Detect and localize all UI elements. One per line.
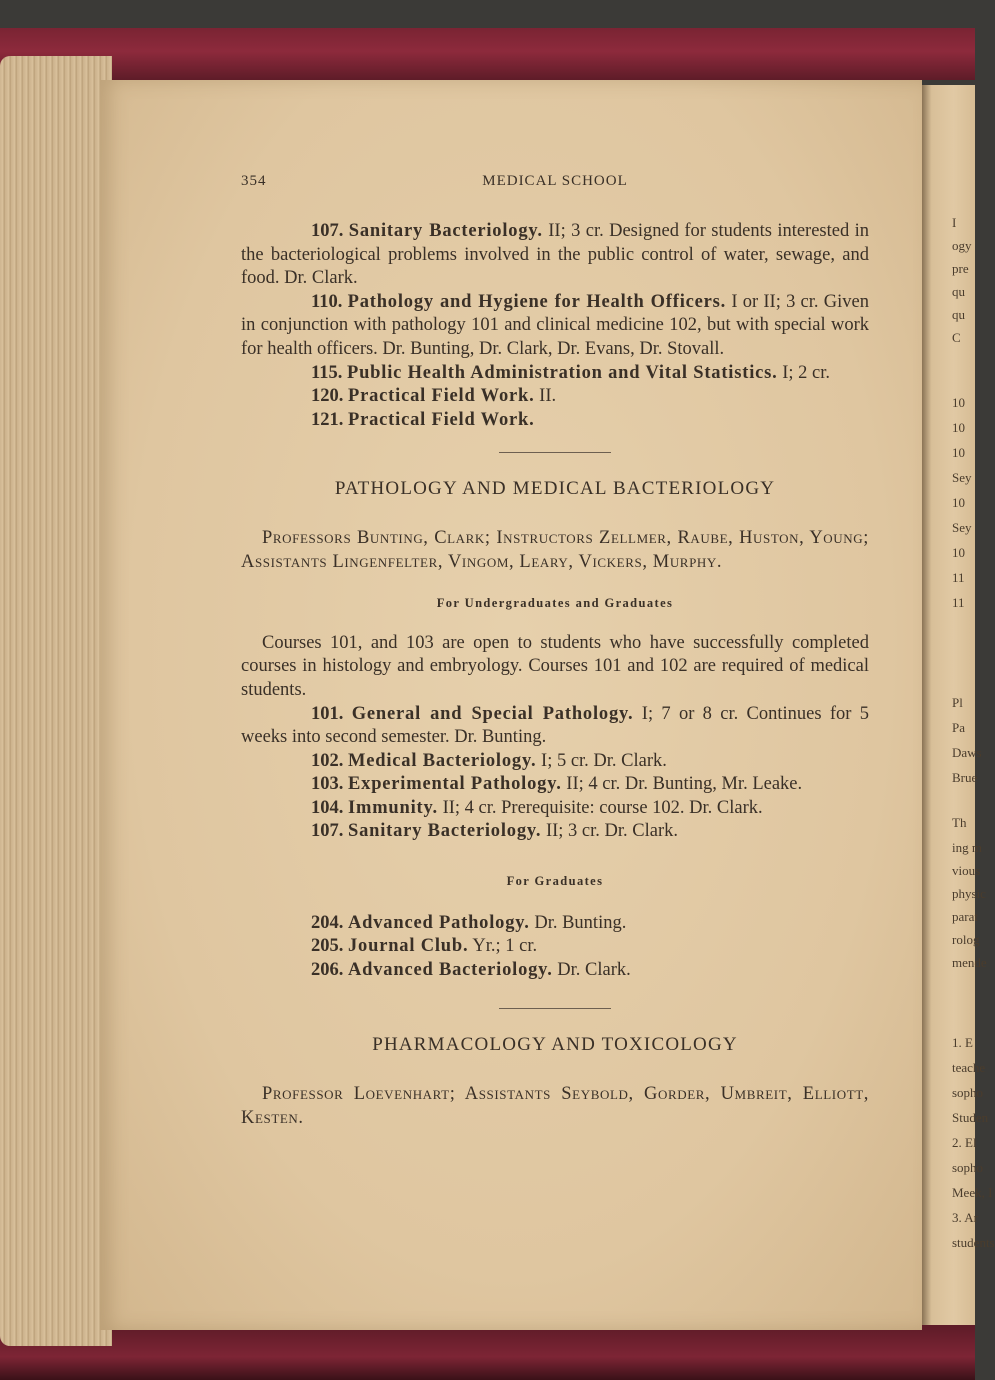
course-number: 104. xyxy=(311,797,344,818)
facing-fragment: Meek, I xyxy=(952,1185,993,1200)
pharmacology-staff: Professor Loevenhart; Assistants Seybold, Gorder, Umbreit, Elliott, Kesten. xyxy=(241,1084,869,1128)
course-entry xyxy=(241,797,869,821)
course-description: II; 4 cr. Dr. Bunting, Mr. Leake. xyxy=(566,774,803,795)
facing-fragment: Pl xyxy=(952,695,963,710)
course-number: 121. xyxy=(311,409,344,430)
course-number: 115. xyxy=(311,362,343,383)
facing-fragment: C xyxy=(952,330,961,345)
pathology-staff: Professors Bunting, Clark; Instructors Zellmer, Raube, Huston, Young; Assistants Lingenfelter, Vingom, Leary, Vickers, Murphy. xyxy=(241,527,869,572)
course-entry xyxy=(241,291,869,362)
facing-fragment: vious xyxy=(952,863,981,878)
facing-fragment: 10 xyxy=(952,445,965,460)
facing-fragment: mende xyxy=(952,955,987,970)
facing-fragment: qu xyxy=(952,307,965,322)
course-entry xyxy=(241,409,869,433)
running-head xyxy=(241,170,869,194)
pathology-intro: Courses 101, and 103 are open to students who have successfully completed courses in histology and embryology. Courses 101 and 102 are required of medical students. xyxy=(241,632,869,700)
facing-fragment: teache xyxy=(952,1060,986,1075)
page-number: 354 xyxy=(241,173,267,189)
facing-fragment: Studen xyxy=(952,1110,989,1125)
course-title: Medical Bacteriology. xyxy=(348,750,537,771)
course-description: I; 5 cr. Dr. Clark. xyxy=(541,750,667,771)
facing-fragment: 3. Ar xyxy=(952,1210,978,1225)
section-title-pharmacology: PHARMACOLOGY AND TOXICOLOGY xyxy=(372,1034,738,1056)
course-description: II; 4 cr. Prerequisite: course 102. Dr. Clark. xyxy=(442,797,763,818)
course-description: I; 2 cr. xyxy=(782,362,830,383)
facing-fragment: rolog xyxy=(952,932,980,947)
facing-fragment: 10 xyxy=(952,420,965,435)
course-title: Pathology and Hygiene for Health Officers. xyxy=(347,291,727,312)
course-title: Practical Field Work. xyxy=(348,409,535,430)
subheading-undergraduates: For Undergraduates and Graduates xyxy=(436,596,674,611)
course-entry xyxy=(241,959,869,983)
facing-fragment: sopho xyxy=(952,1085,984,1100)
book-cover-top xyxy=(0,28,975,80)
course-number: 102. xyxy=(311,750,344,771)
course-number: 101. xyxy=(311,703,344,724)
course-title: Advanced Pathology. xyxy=(348,912,530,933)
course-description: Yr.; 1 cr. xyxy=(472,936,538,957)
page-content xyxy=(241,170,869,1130)
book-cover-bottom xyxy=(0,1322,975,1380)
course-title: Practical Field Work. xyxy=(348,386,535,407)
course-entry xyxy=(241,773,869,797)
course-description: Dr. Bunting. xyxy=(534,912,627,933)
facing-fragment: pre xyxy=(952,261,969,276)
section-divider xyxy=(499,452,611,453)
course-entry xyxy=(241,703,869,750)
course-title: Immunity. xyxy=(348,797,438,818)
course-number: 206. xyxy=(311,959,344,980)
course-entry xyxy=(241,750,869,774)
facing-fragment: parat xyxy=(952,909,978,924)
page-edges xyxy=(0,56,112,1346)
course-number: 107. xyxy=(311,221,344,241)
course-number: 103. xyxy=(311,774,344,795)
course-description: I or II; 3 cr. Given in conjunction with pathology 101 and clinical medicine 102, but with special work for health officers. Dr. Bunting, Dr. Clark, Dr. Evans, Dr. Stovall. xyxy=(241,291,869,359)
course-description: II; 3 cr. Designed for students interested in the bacteriological problems involved in the public control of water, sewage, and food. Dr. Clark. xyxy=(241,221,870,289)
section-title-pathology: PATHOLOGY AND MEDICAL BACTERIOLOGY xyxy=(334,478,776,500)
facing-fragment: students xyxy=(952,1235,995,1250)
course-number: 204. xyxy=(311,912,344,933)
course-number: 205. xyxy=(311,936,344,957)
course-number: 107. xyxy=(311,821,344,842)
course-description: I; 7 or 8 cr. Continues for 5 weeks into second semester. Dr. Bunting. xyxy=(241,703,870,748)
course-title: Public Health Administration and Vital Statistics. xyxy=(346,362,778,383)
facing-fragment: 10 xyxy=(952,395,965,410)
facing-fragment: 10 xyxy=(952,495,965,510)
facing-fragment: Daws xyxy=(952,745,982,760)
course-description: Dr. Clark. xyxy=(557,959,631,980)
course-title: Experimental Pathology. xyxy=(348,774,562,795)
facing-fragment: I xyxy=(952,215,957,230)
section-divider xyxy=(499,1008,611,1009)
facing-fragment: qu xyxy=(952,284,965,299)
facing-fragment: Th xyxy=(952,815,967,830)
course-title: General and Special Pathology. xyxy=(351,703,634,724)
facing-fragment: ing m xyxy=(952,840,982,855)
course-title: Journal Club. xyxy=(348,936,469,957)
course-entry xyxy=(241,220,869,291)
course-number: 120. xyxy=(311,386,344,407)
course-title: Sanitary Bacteriology. xyxy=(348,821,542,842)
facing-fragment: 2. El xyxy=(952,1135,977,1150)
facing-fragment: 1. E xyxy=(952,1035,973,1050)
facing-fragment: Pa xyxy=(952,720,965,735)
facing-fragment: Sey xyxy=(952,520,972,535)
course-number: 110. xyxy=(311,291,343,312)
course-entry xyxy=(241,935,869,959)
course-title: Advanced Bacteriology. xyxy=(348,959,553,980)
facing-fragment: physic xyxy=(952,886,986,901)
subheading-graduates: For Graduates xyxy=(506,874,604,889)
facing-fragment: Sey xyxy=(952,470,972,485)
course-description: II. xyxy=(539,386,557,407)
course-title: Sanitary Bacteriology. xyxy=(348,221,543,241)
facing-fragment: sopho xyxy=(952,1160,984,1175)
course-entry xyxy=(241,385,869,409)
facing-fragment: 11 xyxy=(952,595,965,610)
facing-fragment: 11 xyxy=(952,570,965,585)
facing-fragment: 10 xyxy=(952,545,965,560)
facing-fragment: ogy xyxy=(952,238,972,253)
course-entry xyxy=(241,362,869,386)
course-entry xyxy=(241,820,869,844)
course-entry xyxy=(241,912,869,936)
facing-page-edge xyxy=(922,85,995,1325)
course-description: II; 3 cr. Dr. Clark. xyxy=(545,821,679,842)
running-title: MEDICAL SCHOOL xyxy=(482,173,628,189)
facing-fragment: Brue xyxy=(952,770,978,785)
